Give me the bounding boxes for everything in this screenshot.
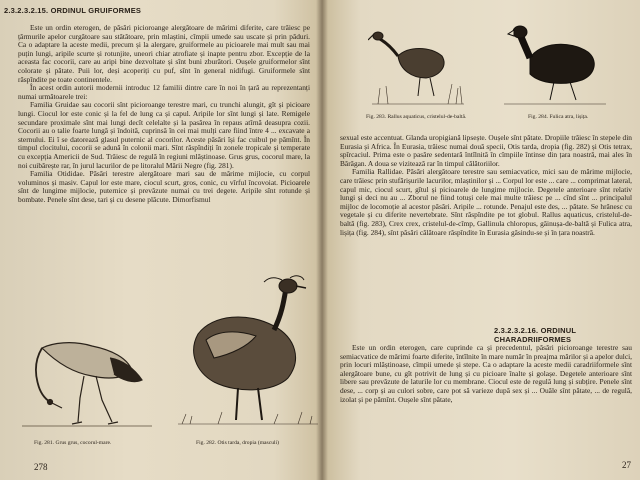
bustard-illustration <box>178 274 318 434</box>
right-paragraph-otididae-cont: sexual este accentuat. Glanda uropigiană lipsește. Oușele sînt pătate. Dropiile trăiesc în stepele din Eurasia și Africa. În Eurasia, trăiesc numai două specii, Otis tarda, dropia (fig. 282) și Otis tetrax, spîrcaciul. Prima este o pasăre sedentară întîlnită în cîmpiile întinse din țara noastră, mai ales în Bărăgan. A doua se vizitează rar în timpul călătoriilor. <box>340 133 632 168</box>
right-section-header: 2.3.2.3.2.16. ORDINUL CHARADRIIFORMES <box>494 326 577 344</box>
water-rail-illustration <box>368 16 468 112</box>
book-gutter <box>316 0 328 480</box>
right-paragraph-rallidae: Familia Rallidae. Păsări alergătoare terestre sau semiacvatice, mici sau de mărime mijlocie, care trăiesc prin stufărișurile lacurilor, mlaștinilor și ... Corpul lor este ... care ... comprimat lateral, capul mic, ciocul scurt, gîtul și picioarele de lungime mijlocie. Degetele anterioare sînt relativ lungi și deci nu au ... Zborul ne fiind totuși cele mai multe trăiesc pe ... cînd sînt ... principalul mijloc de locomoție al acestor păsări. Aripile ... rotunde. Penajul este des, ... pătate. Se hrănesc cu vegetale și cu diferite nevertebrate. Sînt răspîndite pe tot globul. Rallus aquaticus, cristelul-de-baltă (fig. 283), Crex crex, cristelul-de-cîmp, Gallinula chloropus, găinușa-de-baltă și Fulica atra, lișița (fig. 284), sînt păsări călătoare răspîndite în Eurasia găsindu-se și în țara noastră. <box>340 167 632 237</box>
fig-281-caption: Fig. 281. Grus grus, cocorul-mare. <box>34 440 112 446</box>
left-page-number: 278 <box>34 462 48 472</box>
crane-illustration <box>22 318 152 430</box>
right-order-body <box>340 344 632 404</box>
coot-illustration <box>500 14 610 110</box>
right-page-body <box>340 134 632 237</box>
left-page-header: 2.3.2.3.2.15. ORDINUL GRUIFORMES <box>4 6 142 15</box>
right-paragraph-order: Este un ordin eterogen, care cuprinde ca și precedentul, păsări picioroange terestre sau semiacvatice de mărimi foarte diferite, întîlnite în mare număr în preajma mărilor și a apelor dulci, prin locuri mlăștinoase, cîmpii umede și stepe. Ca o adaptare la aceste medii caradriiformele sînt alergătoare bune, cu gît potrivit de lung și cu picioare înalte și golașe. Degetele anterioare sînt libere sau prevăzute de laturile lor cu membrane. Ciocul este de regulă lung și subțire. Penele sînt dese, ... corp și au culori sobre, care pot să varieze după sex și ... Ouăle sînt pătate, ... de regulă, izolat și pe pămînt. Oușele sînt pătate, <box>340 343 632 404</box>
fig-282-caption: Fig. 282. Otis tarda, dropia (masculi) <box>196 440 279 446</box>
fig-284-caption: Fig. 284. Fulica atra, lișița. <box>528 114 589 120</box>
left-paragraph-otididae: Familia Otididae. Păsări terestre alergătoare mari sau de mărime mijlocie, cu corpul voluminos și masiv. Capul lor este mare, ciocul scurt, gros, conic, cu vîrful încovoiat. Picioarele sînt de lungime mijlocie, puternice și prevăzute numai cu trei degete. Aripile sînt rotunde și bombate. Penele sînt dese, tari și cu desene plăcute. Dimorfismul <box>18 169 310 204</box>
fig-283-caption: Fig. 283. Rallus aquaticus, cristelul-de-baltă. <box>366 114 467 120</box>
right-page-number: 27 <box>622 460 631 470</box>
left-paragraph-gruidae: Familia Gruidae sau cocorii sînt picioroange terestre mari, cu trunchi alungit, gît și picioare lungi. Ciocul lor este conic și la fel de lung ca și capul. Aripile lor sînt lungi și late. Remigele secundare proximale sînt mai lungi decît celelalte și la pasărea în repaus atîrnă deasupra cozii. Cocorii au o talie foarte lungă și îndoită, cuprinsă în cei mai mulți care fiind între 4 ... excavate a sternului. Ei î se datorează glasul puternic al cocorilor. Aceste păsări își fac cuibul pe pămînt. În timpul clocitului, cocorii se adună în colonii mari. Sînt răspîndiți în zonele tropicale și temperate cu excepția Americii de Sud. Trăiesc de regulă în regiuni mlăștinoase. Grus grus, cocorul mare, la noi cuibărește rar, în jurul lacurilor de pe litoralul Mării Negre (fig. 281). <box>18 100 310 170</box>
left-paragraph-families: În acest ordin autorii modernii introduc 12 familii dintre care în noi în țară au reprezentanți numai următoarele trei: <box>18 83 310 101</box>
right-page <box>322 0 640 480</box>
left-paragraph-intro: Este un ordin eterogen, de păsări picioroange alergătoare de mărimi diferite, care trăiesc pe țărmurile apelor curgătoare sau stătătoare, prin mlaștini, cîmpii umede sau uscate și prin păduri. Ca o adaptare la aceste medii, precum și la alergare, gruiformele au picioarele mai mult sau mai puțin lungi, aripile scurte și rotunjite, uneori chiar atrofiate și inapte pentru zbor. Excepție de la aceasta fac cocorii, care au aripi bine dezvoltate și sînt buni zburători. Oușele gruiformelor sînt colorate și pătate. Puii lor, deși acoperiți cu puf, sînt în general nidifugi. Gruiformele sînt răspîndite pe toate continentele. <box>18 23 310 84</box>
left-page-body <box>18 24 310 204</box>
